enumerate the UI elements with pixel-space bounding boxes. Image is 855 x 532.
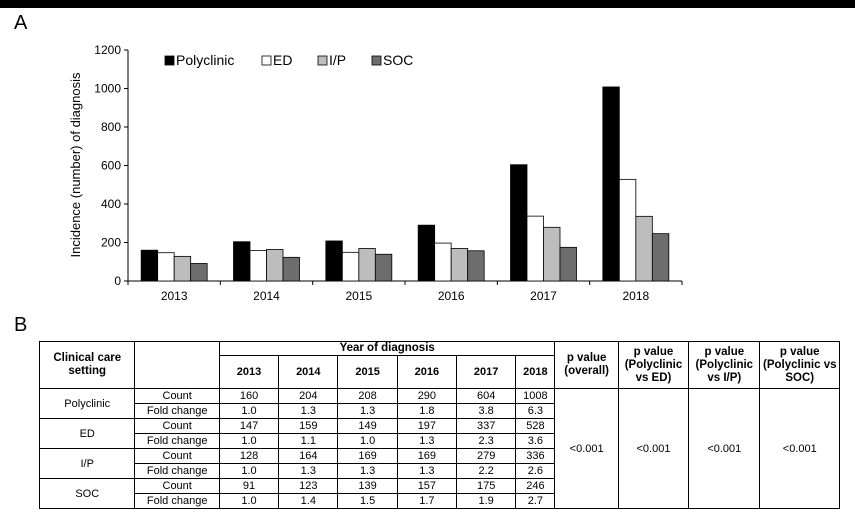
fold-cell: 1.3 bbox=[397, 464, 456, 479]
setting-header: Clinical care setting bbox=[40, 342, 135, 389]
panel-label-a: A bbox=[14, 12, 28, 34]
legend-swatch-soc bbox=[372, 56, 381, 65]
x-tick-label: 2018 bbox=[622, 289, 650, 303]
count-cell: 1008 bbox=[516, 389, 555, 404]
count-cell: 204 bbox=[279, 389, 338, 404]
table-row bbox=[40, 389, 840, 404]
x-tick-label: 2016 bbox=[437, 289, 465, 303]
year-cell: 2016 bbox=[397, 356, 456, 389]
y-axis-label: Incidence (number) of diagnosis bbox=[68, 72, 83, 258]
fold-cell: 1.3 bbox=[338, 404, 397, 419]
bar-polyclinic-2016 bbox=[418, 225, 435, 281]
count-cell: 175 bbox=[457, 479, 516, 494]
bar-ed-2016 bbox=[435, 243, 452, 281]
count-cell: 123 bbox=[279, 479, 338, 494]
fold-cell: 1.3 bbox=[279, 464, 338, 479]
fold-cell: 3.6 bbox=[516, 434, 555, 449]
count-cell: 246 bbox=[516, 479, 555, 494]
count-label-cell: Count bbox=[135, 419, 219, 434]
bar-polyclinic-2018 bbox=[603, 87, 620, 281]
legend-swatch-ip bbox=[318, 56, 327, 65]
count-cell: 208 bbox=[338, 389, 397, 404]
fold-cell: 1.7 bbox=[397, 494, 456, 509]
y-tick-label: 1200 bbox=[94, 43, 121, 57]
fold-cell: 1.0 bbox=[219, 494, 278, 509]
count-cell: 91 bbox=[219, 479, 278, 494]
p-value-cell: <0.001 bbox=[689, 389, 760, 509]
bar-polyclinic-2013 bbox=[141, 250, 158, 281]
y-tick-label: 0 bbox=[114, 274, 121, 288]
count-cell: 279 bbox=[457, 449, 516, 464]
legend-label: I/P bbox=[329, 52, 347, 68]
x-tick-label: 2013 bbox=[160, 289, 188, 303]
fold-cell: 1.0 bbox=[219, 464, 278, 479]
count-cell: 160 bbox=[219, 389, 278, 404]
count-cell: 197 bbox=[397, 419, 456, 434]
p-value-cell: <0.001 bbox=[618, 389, 688, 509]
fold-label-cell: Fold change bbox=[135, 464, 219, 479]
y-tick-label: 600 bbox=[100, 158, 121, 173]
bar-ed-2015 bbox=[342, 252, 359, 281]
count-label-cell: Count bbox=[135, 479, 219, 494]
setting-cell: SOC bbox=[40, 479, 135, 509]
count-label-cell: Count bbox=[135, 449, 219, 464]
count-cell: 169 bbox=[338, 449, 397, 464]
bar-ed-2013 bbox=[158, 253, 175, 281]
year-cell: 2014 bbox=[279, 356, 338, 389]
panel-label-b: B bbox=[14, 314, 28, 336]
fold-cell: 1.3 bbox=[279, 404, 338, 419]
count-label-cell: Count bbox=[135, 389, 219, 404]
bar-ed-2018 bbox=[619, 179, 636, 281]
count-cell: 157 bbox=[397, 479, 456, 494]
p-value-cell: <0.001 bbox=[555, 389, 618, 509]
year-cell: 2018 bbox=[516, 356, 555, 389]
fold-cell: 1.0 bbox=[338, 434, 397, 449]
fold-label-cell: Fold change bbox=[135, 494, 219, 509]
setting-cell: ED bbox=[40, 419, 135, 449]
stats-table-body bbox=[40, 342, 840, 509]
count-cell: 149 bbox=[338, 419, 397, 434]
fold-label-cell: Fold change bbox=[135, 404, 219, 419]
bar-ip-2018 bbox=[636, 216, 653, 281]
empty-header-cell bbox=[135, 342, 219, 389]
setting-cell: Polyclinic bbox=[40, 389, 135, 419]
count-cell: 337 bbox=[457, 419, 516, 434]
bar-soc-2016 bbox=[468, 251, 485, 281]
fold-cell: 1.3 bbox=[397, 434, 456, 449]
bar-polyclinic-2017 bbox=[511, 165, 528, 281]
fold-cell: 1.0 bbox=[219, 434, 278, 449]
legend-label: SOC bbox=[383, 52, 414, 68]
fold-cell: 1.8 bbox=[397, 404, 456, 419]
p-header-ip: p value (Polyclinic vs I/P) bbox=[689, 342, 760, 389]
bar-soc-2017 bbox=[560, 247, 577, 281]
count-cell: 164 bbox=[279, 449, 338, 464]
fold-label-cell: Fold change bbox=[135, 434, 219, 449]
count-cell: 147 bbox=[219, 419, 278, 434]
x-tick-label: 2014 bbox=[253, 289, 280, 303]
bar-ed-2017 bbox=[527, 216, 544, 281]
count-cell: 528 bbox=[516, 419, 555, 434]
fold-cell: 6.3 bbox=[516, 404, 555, 419]
fold-cell: 1.4 bbox=[279, 494, 338, 509]
chart-legend bbox=[165, 52, 413, 68]
bar-ip-2014 bbox=[267, 249, 284, 281]
count-cell: 336 bbox=[516, 449, 555, 464]
fold-cell: 2.6 bbox=[516, 464, 555, 479]
bar-ip-2016 bbox=[451, 248, 468, 281]
fold-cell: 2.7 bbox=[516, 494, 555, 509]
legend-label: ED bbox=[273, 52, 293, 68]
year-cell: 2017 bbox=[457, 356, 516, 389]
y-tick-label: 400 bbox=[100, 197, 121, 211]
count-cell: 169 bbox=[397, 449, 456, 464]
fold-cell: 2.3 bbox=[457, 434, 516, 449]
fold-cell: 1.9 bbox=[457, 494, 516, 509]
year-cell: 2013 bbox=[219, 356, 278, 389]
stats-table bbox=[39, 341, 840, 509]
legend-label: Polyclinic bbox=[176, 52, 235, 68]
count-cell: 139 bbox=[338, 479, 397, 494]
p-header-soc: p value (Polyclinic vs SOC) bbox=[760, 342, 840, 389]
fold-cell: 1.3 bbox=[338, 464, 397, 479]
p-value-cell: <0.001 bbox=[760, 389, 840, 509]
fold-cell: 2.2 bbox=[457, 464, 516, 479]
count-cell: 128 bbox=[219, 449, 278, 464]
fold-cell: 1.1 bbox=[279, 434, 338, 449]
y-tick-label: 1000 bbox=[94, 81, 121, 96]
y-tick-label: 200 bbox=[100, 235, 121, 250]
bar-soc-2015 bbox=[375, 254, 392, 281]
bar-polyclinic-2015 bbox=[326, 241, 343, 281]
p-header-overall: p value (overall) bbox=[555, 342, 618, 389]
count-cell: 290 bbox=[397, 389, 456, 404]
y-tick-label: 800 bbox=[100, 120, 121, 134]
year-header: Year of diagnosis bbox=[219, 342, 555, 356]
bar-ip-2015 bbox=[359, 248, 376, 281]
bar-ip-2013 bbox=[174, 256, 191, 281]
bar-soc-2018 bbox=[652, 234, 669, 281]
setting-cell: I/P bbox=[40, 449, 135, 479]
fold-cell: 3.8 bbox=[457, 404, 516, 419]
p-header-ed: p value (Polyclinic vs ED) bbox=[618, 342, 688, 389]
bar-soc-2014 bbox=[283, 257, 300, 281]
chart-bars bbox=[141, 87, 669, 281]
bar-soc-2013 bbox=[191, 263, 208, 281]
year-cell: 2015 bbox=[338, 356, 397, 389]
bar-polyclinic-2014 bbox=[234, 242, 251, 281]
legend-swatch-polyclinic bbox=[165, 56, 174, 65]
bar-ip-2017 bbox=[544, 227, 561, 281]
legend-swatch-ed bbox=[262, 56, 271, 65]
count-cell: 604 bbox=[457, 389, 516, 404]
fold-cell: 1.0 bbox=[219, 404, 278, 419]
fold-cell: 1.5 bbox=[338, 494, 397, 509]
bar-ed-2014 bbox=[250, 250, 267, 281]
count-cell: 159 bbox=[279, 419, 338, 434]
x-tick-label: 2017 bbox=[530, 289, 557, 303]
x-tick-label: 2015 bbox=[345, 289, 373, 303]
